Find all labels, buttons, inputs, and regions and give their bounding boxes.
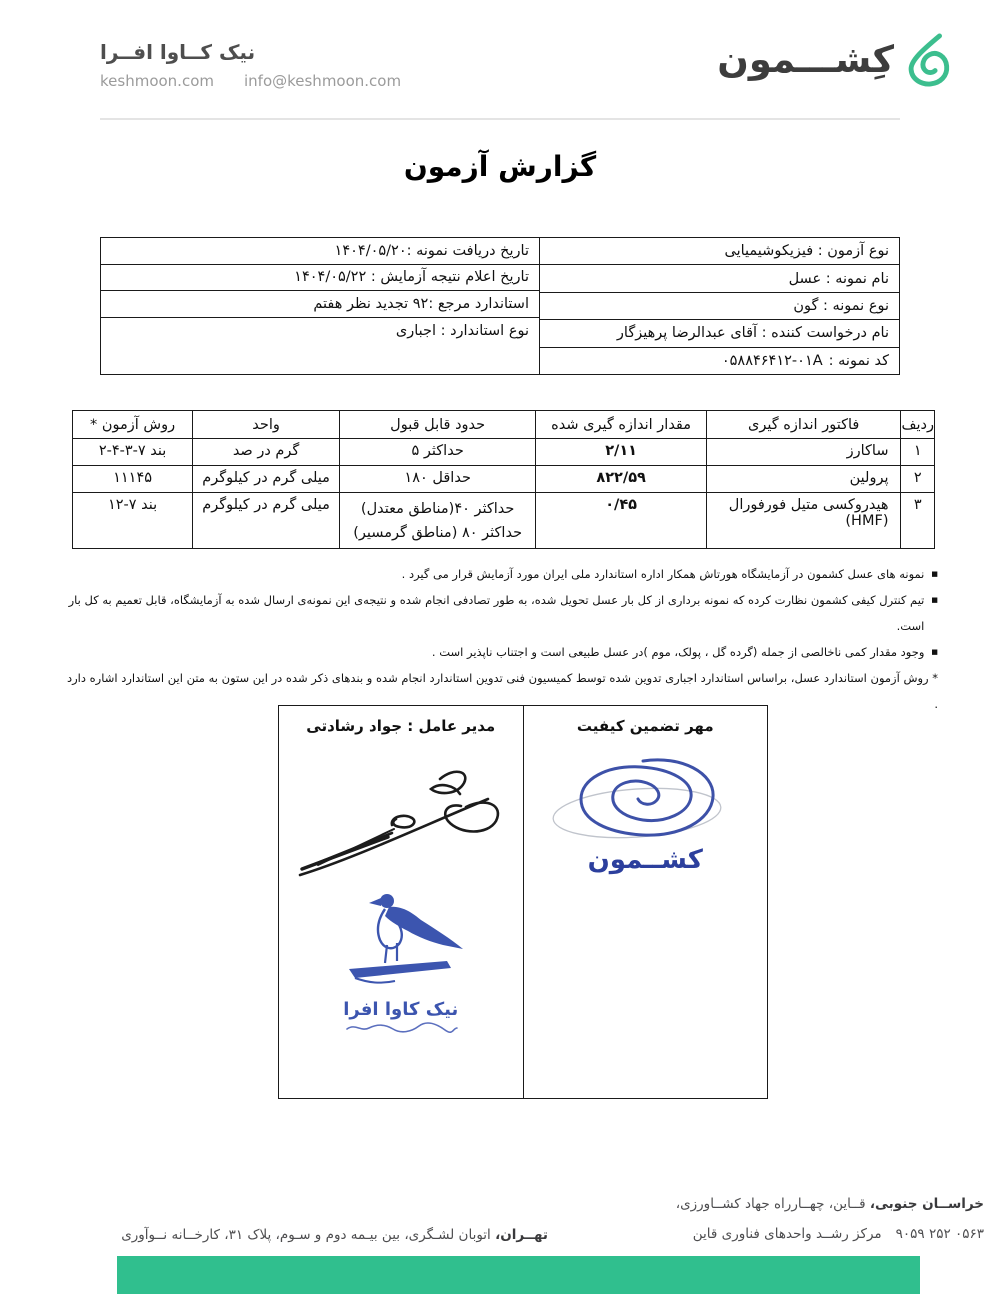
tehran-city-name: تهــران، [495,1227,548,1243]
keshmoon-spiral-stamp-icon [545,749,745,859]
result-row-hmf [73,493,935,549]
note-item [62,639,938,665]
phone-number: ۹۰۵۹ ۲۵۲ ۰۵۶۳ [895,1226,984,1242]
magpie-bird-stamp-icon [321,887,481,997]
footer-khorasan-address [676,1189,984,1249]
standard-type-cell: نوع استاندارد : اجباری [395,322,529,339]
bullet-icon: ■ [931,570,938,578]
sample-code-label: کد نمونه : [828,352,889,369]
footer-tehran-address: تهــران، اتوبان لشـگری، بین بیـمه دوم و سـوم، پلاک ۳۱، کارخــانه نــوآوری [121,1227,548,1243]
unit: میلی گرم در کیلوگرم [193,466,340,493]
handwritten-signature [288,763,514,885]
receive-date-cell: تاریخ دریافت نمونه :۱۴۰۴/۰۵/۲۰ [101,238,539,265]
manager-title: مدیر عامل : جواد رشادتی [306,717,496,735]
khorasan-address-line1: خراســان جنوبی، قــاین، چهــارراه جهاد کشــاورزی، [675,1196,984,1212]
col-header-factor: فاکتور اندازه گیری [706,411,901,439]
acceptable-limit: حداکثر ۵ [339,439,535,466]
sample-code-value: ۰۵۸۸۴۶۴۱۲-۰۱A [721,352,823,369]
reference-standard-cell: استاندارد مرجع :۹۲ تجدید نظر هفتم [101,291,539,318]
brand-header [717,30,952,88]
sample-info-table [100,237,900,375]
stamp-brand-word: کشــمون [587,845,703,875]
khorasan-province-name: خراســان جنوبی، [869,1196,984,1212]
partner-company-name: نیک کــاوا افــرا [100,40,256,64]
email-link[interactable]: info@keshmoon.com [243,72,402,90]
header-divider [100,118,900,120]
bullet-icon: ■ [931,596,938,604]
growth-center-text: مرکز رشــد واحدهای فناوری قاین [692,1226,882,1242]
manager-signature-column [279,706,523,1098]
note-text: تیم کنترل کیفی کشمون نظارت کرده که نمونه برداری از کل بار عسل تحویل شده، به طور تصادفی انجام شده و نتیجه‌ی این نمونه‌ی ارسال شده به آزمایشگاه، قابل تعمیم به کل بار است. [68,593,925,633]
brand-wordmark: کِشـــمون [717,37,894,81]
acceptable-limit: حداقل ۱۸۰ [339,466,535,493]
sample-type-cell: نوع نمونه : گون [540,293,899,320]
acceptable-limit [339,493,535,549]
measured-value: ۸۲۲/۵۹ [536,466,707,493]
limit-line-temperate: حداکثر ۴۰(مناطق معتدل) [360,501,515,517]
stamp-registration-squiggle [341,1020,461,1036]
row-number: ۲ [901,466,935,493]
signature-stamp-box [278,705,768,1099]
result-date-cell: تاریخ اعلام نتیجه آزمایش : ۱۴۰۴/۰۵/۲۲ [101,265,539,292]
col-header-test-method: روش آزمون * [73,411,193,439]
test-method: بند ۷-۱۲ [73,493,193,549]
notes-section [62,561,938,717]
khorasan-address-line2 [676,1219,984,1249]
sample-name-cell: نام نمونه : عسل [540,265,899,292]
test-method: ۱۱۱۴۵ [73,466,193,493]
sample-info-right-column [539,238,899,374]
limit-line-tropical: حداکثر ۸۰ (مناطق گرمسیر) [353,525,523,541]
unit: میلی گرم در کیلوگرم [193,493,340,549]
note-item [62,587,938,639]
factor-name: هیدروکسی متیل فورفورال (HMF) [706,493,901,549]
note-text: وجود مقدار کمی ناخالصی از جمله (گرده گل ، پولک، موم )در عسل طبیعی است و اجتناب ناپذیر است . [431,645,925,659]
contact-links [100,72,401,90]
sample-code-cell [540,348,899,374]
note-text: نمونه های عسل کشمون در آزمایشگاه هورتاش همکار اداره استاندارد ملی ایران مورد آزمایش قرار می گیرد . [401,567,925,581]
company-bird-stamp [321,887,481,1036]
result-row-sucrose [73,439,935,466]
footer-accent-bar [117,1256,920,1294]
col-header-row-number: ردیف [901,411,935,439]
col-header-measured-value: مقدار اندازه گیری شده [536,411,707,439]
bullet-icon: ■ [931,648,938,656]
sample-info-left-column [101,238,539,374]
measured-value: ۰/۴۵ [536,493,707,549]
test-type-cell: نوع آزمون : فیزیکوشیمیایی [540,238,899,265]
row-number: ۱ [901,439,935,466]
quality-stamp-title: مهر تضمین کیفیت [576,717,714,735]
factor-name: پرولین [706,466,901,493]
note-item [62,561,938,587]
website-link[interactable]: keshmoon.com [100,72,214,90]
keshmoon-drop-logo-icon [904,30,952,88]
col-header-acceptable-limit: حدود قابل قبول [339,411,535,439]
requester-name-cell: نام درخواست کننده : آقای عبدالرضا پرهیزگار [540,320,899,347]
unit: گرم در صد [193,439,340,466]
results-table [72,410,935,549]
result-row-proline [73,466,935,493]
measured-value: ۲/۱۱ [536,439,707,466]
method-footnote: * روش آزمون استاندارد عسل، براساس استاندارد اجباری تدوین شده توسط کمیسیون فنی تدوین استاندارد انجام شده و بندهای ذکر شده در این ستون به متن این استاندارد اشاره دارد . [66,671,938,711]
company-stamp-name: نیک کاوا افرا [343,999,459,1020]
test-method: بند ۷-۳-۴-۲ [73,439,193,466]
results-header-row [73,411,935,439]
quality-stamp-column [523,706,768,1098]
col-header-unit: واحد [193,411,340,439]
row-number: ۳ [901,493,935,549]
factor-name: ساکارز [706,439,901,466]
page-title: گزارش آزمون [403,150,597,183]
